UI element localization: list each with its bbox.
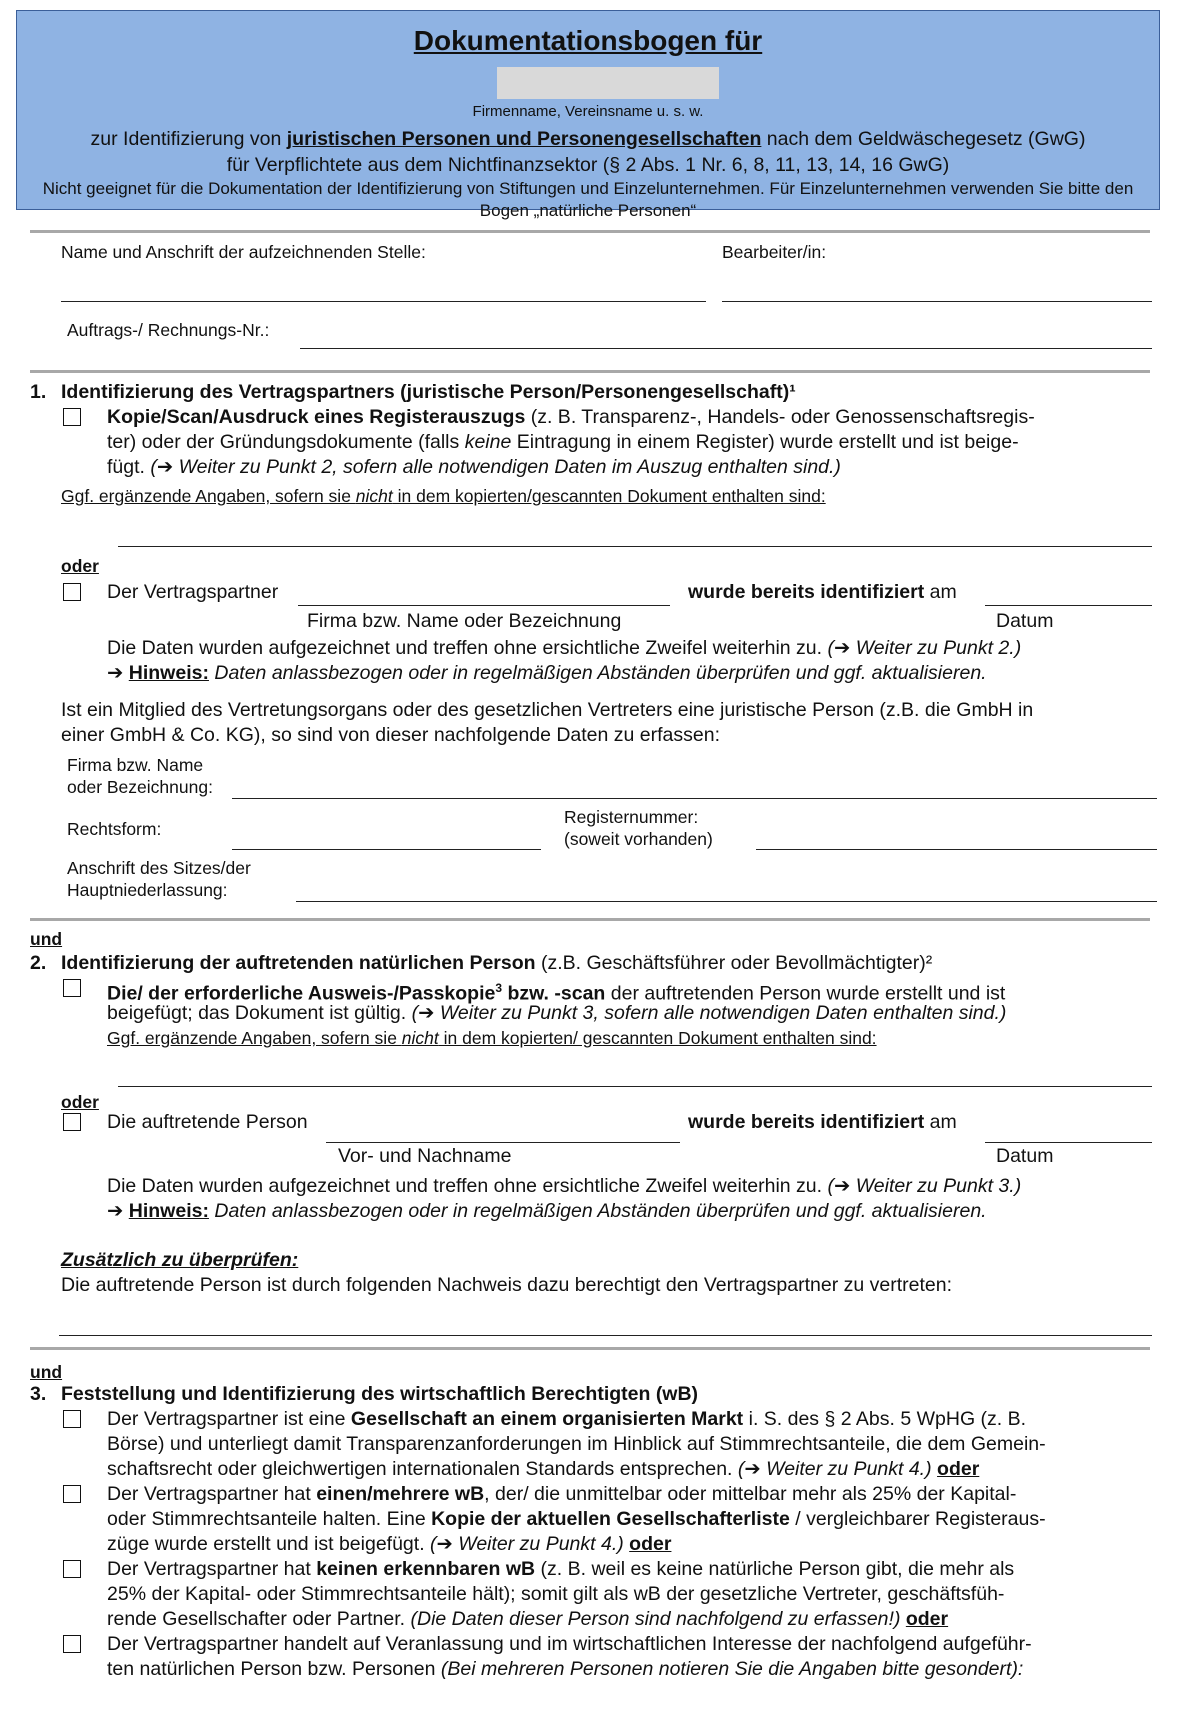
option-1-line-3: schaftsrecht oder gleichwertigen internationalen Standards entsprechen. (➔ Weiter zu Punkt 4.) oder [107, 1458, 980, 1480]
registernummer-label: Registernummer: (soweit vorhanden) [564, 807, 713, 849]
hinweis-text: ➔ Hinweis: Daten anlassbezogen oder in regelmäßigen Abständen überprüfen und ggf. aktualisieren. [107, 662, 987, 684]
data-valid-text: Die Daten wurden aufgezeichnet und treffen ohne ersichtliche Zweifel weiterhin zu. (➔ Weiter zu Punkt 2.) [107, 637, 1022, 659]
name-caption: Vor- und Nachname [338, 1145, 512, 1167]
organ-text-2: einer GmbH & Co. KG), so sind von dieser nachfolgende Daten zu erfassen: [61, 724, 721, 746]
oder-label: oder [61, 556, 99, 576]
option-2-line-1: Der Vertragspartner hat einen/mehrere wB, der/ die unmittelbar oder mittelbar mehr als 25% der Kapital- [107, 1483, 1017, 1505]
section-1-number: 1. [30, 381, 47, 403]
supplement-label: Ggf. ergänzende Angaben, sofern sie nicht in dem kopierten/gescannten Dokument enthalten sind: [61, 486, 826, 506]
option-1-line-1: Der Vertragspartner ist eine Gesellschaft an einem organisierten Markt i. S. des § 2 Abs. 5 WpHG (z. B. [107, 1408, 1027, 1430]
section-3-number: 3. [30, 1383, 47, 1405]
no-wb-checkbox[interactable] [63, 1560, 81, 1578]
option-4-line-1: Der Vertragspartner handelt auf Veranlassung und im wirtschaftlichen Interesse der nachfolgend aufgeführ- [107, 1633, 1032, 1655]
data-valid-text-2: Die Daten wurden aufgezeichnet und treffen ohne ersichtliche Zweifel weiterhin zu. (➔ Weiter zu Punkt 3.) [107, 1175, 1022, 1197]
firma-caption: Firma bzw. Name oder Bezeichnung [307, 610, 622, 632]
supplement-label-2: Ggf. ergänzende Angaben, sofern sie nicht in dem kopierten/ gescannten Dokument enthalten sind: [107, 1028, 877, 1048]
und-label: und [30, 929, 63, 949]
header-line-1: zur Identifizierung von juristischen Personen und Personengesellschaften nach dem Geldwäschegesetz (GwG) [90, 128, 1086, 150]
option-2-line-3: züge wurde erstellt und ist beigefügt. (➔ Weiter zu Punkt 4.) oder [107, 1533, 672, 1555]
register-copy-text-3: fügt. (➔ Weiter zu Punkt 2, sofern alle notwendigen Daten im Auszug enthalten sind.) [107, 456, 841, 478]
instigation-checkbox[interactable] [63, 1635, 81, 1653]
section-3-title: Feststellung und Identifizierung des wirtschaftlich Berechtigten (wB) [61, 1383, 699, 1405]
hinweis-text-2: ➔ Hinweis: Daten anlassbezogen oder in regelmäßigen Abständen überprüfen und ggf. aktualisieren. [107, 1200, 987, 1222]
datum-caption: Datum [996, 610, 1054, 632]
firma-field[interactable] [298, 605, 670, 606]
nachweis-field[interactable] [59, 1335, 1152, 1336]
zusaetzlich-text: Die auftretende Person ist durch folgenden Nachweis dazu berechtigt den Vertragspartner zu vertreten: [61, 1274, 953, 1296]
separator [30, 1347, 1150, 1350]
option-3-line-1: Der Vertragspartner hat keinen erkennbaren wB (z. B. weil es keine natürliche Person gibt, die mehr als [107, 1558, 1015, 1580]
option-3-line-3: rende Gesellschafter oder Partner. (Die Daten dieser Person sind nachfolgend zu erfassen!) oder [107, 1608, 949, 1630]
bearbeiter-label: Bearbeiter/in: [722, 242, 827, 262]
passport-copy-checkbox[interactable] [63, 979, 81, 997]
company-name-field[interactable] [497, 67, 719, 99]
auftrag-field[interactable] [300, 348, 1152, 349]
sitz-field[interactable] [296, 901, 1157, 902]
supplement-field-2[interactable] [118, 1086, 1152, 1087]
person-label: Die auftretende Person [107, 1111, 308, 1133]
rechtsform-field[interactable] [232, 849, 541, 850]
identified-label-2: wurde bereits identifiziert am [688, 1111, 957, 1133]
registernummer-field[interactable] [756, 849, 1157, 850]
passport-copy-text: Die/ der erforderliche Ausweis-/Passkopie$^3$ bzw. -scan der auftretenden Person wurde erstellt und ist [107, 981, 1006, 1005]
identified-label: wurde bereits identifiziert am [688, 581, 957, 603]
form-title: Dokumentationsbogen für [413, 25, 763, 56]
vp-label: Der Vertragspartner [107, 581, 279, 603]
auftrag-label: Auftrags-/ Rechnungs-Nr.: [67, 320, 270, 340]
option-1-line-2: Börse) und unterliegt damit Transparenzanforderungen im Hinblick auf Stimmrechtsanteile, die dem Gemein- [107, 1433, 1046, 1455]
organ-text-1: Ist ein Mitglied des Vertretungsorgans oder des gesetzlichen Vertreters eine juristische Person (z.B. die GmbH in [61, 699, 1034, 721]
already-identified-checkbox[interactable] [63, 583, 81, 601]
oder-label-2: oder [61, 1092, 99, 1112]
register-copy-checkbox[interactable] [63, 408, 81, 426]
organized-market-checkbox[interactable] [63, 1410, 81, 1428]
datum-field[interactable] [985, 605, 1152, 606]
passport-copy-text-2: beigefügt; das Dokument ist gültig. (➔ Weiter zu Punkt 3, sofern alle notwendigen Daten enthalten sind.) [107, 1002, 1007, 1024]
sitz-label: Anschrift des Sitzes/der Hauptniederlassung: [67, 858, 251, 900]
register-copy-text: Kopie/Scan/Ausdruck eines Registerauszugs (z. B. Transparenz-, Handels- oder Genossenschaftsregis- [107, 406, 1035, 428]
header-line-2: für Verpflichtete aus dem Nichtfinanzsektor (§ 2 Abs. 1 Nr. 6, 8, 11, 13, 14, 16 GwG) [226, 154, 950, 176]
firma-label: Firma bzw. Name oder Bezeichnung: [67, 755, 213, 797]
header-box [16, 10, 1160, 220]
section-2-number: 2. [30, 952, 47, 974]
separator [30, 918, 1150, 921]
option-4-line-2: ten natürlichen Person bzw. Personen (Bei mehreren Personen notieren Sie die Angaben bitte gesondert): [107, 1658, 1024, 1680]
rechtsform-label: Rechtsform: [67, 819, 162, 839]
section-2-title: Identifizierung der auftretenden natürlichen Person (z.B. Geschäftsführer oder Bevollmächtigter)² [61, 952, 933, 974]
header-line-3: Nicht geeignet für die Dokumentation der Identifizierung von Stiftungen und Einzelunternehmen. Für Einzelunternehmen verwenden Sie bitte den Bogen „natürliche Personen“ [42, 179, 1134, 220]
supplement-field[interactable] [118, 546, 1152, 547]
one-or-more-wb-checkbox[interactable] [63, 1485, 81, 1503]
bearbeiter-field[interactable] [722, 301, 1152, 302]
person-identified-checkbox[interactable] [63, 1113, 81, 1131]
register-copy-text-2: ter) oder der Gründungsdokumente (falls keine Eintragung in einem Register) wurde erstellt und ist beige- [107, 431, 1019, 453]
firma-name-field[interactable] [232, 798, 1157, 799]
separator [30, 230, 1150, 233]
company-name-caption: Firmenname, Vereinsname u. s. w. [472, 103, 704, 120]
name-address-field[interactable] [61, 301, 706, 302]
separator [30, 370, 1150, 373]
datum-caption-2: Datum [996, 1145, 1054, 1167]
option-2-line-2: oder Stimmrechtsanteile halten. Eine Kopie der aktuellen Gesellschafterliste / vergleichbarer Registeraus- [107, 1508, 1046, 1530]
name-address-label: Name und Anschrift der aufzeichnenden Stelle: [61, 242, 426, 262]
section-1-title: Identifizierung des Vertragspartners (juristische Person/Personengesellschaft)¹ [61, 381, 796, 403]
option-3-line-2: 25% der Kapital- oder Stimmrechtsanteile hält); somit gilt als wB der gesetzliche Vertreter, geschäftsfüh- [107, 1583, 1005, 1605]
und-label-2: und [30, 1362, 63, 1382]
zusaetzlich-heading: Zusätzlich zu überprüfen: [61, 1249, 299, 1271]
